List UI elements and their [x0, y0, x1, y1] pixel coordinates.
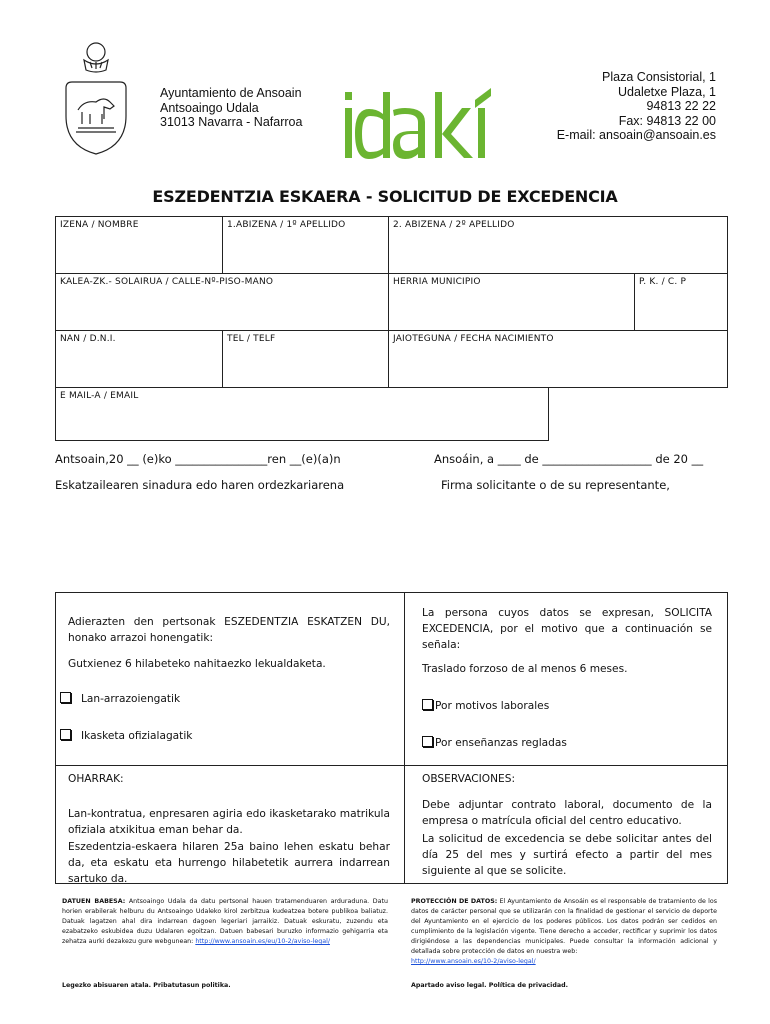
surname1-label: 1.ABIZENA / 1º APELLIDO: [227, 220, 346, 230]
privacy-eu-link[interactable]: http://www.ansoain.es/eu/10-2/aviso-legal/: [195, 938, 330, 945]
reasons-intro-es: La persona cuyos datos se expresan, SOLICITA EXCEDENCIA, por el motivo que a continuación se señala:: [422, 607, 712, 651]
email-label: E MAIL-A / EMAIL: [60, 391, 139, 401]
contact-line: 94813 22 22: [646, 99, 716, 113]
notes-es-p1: Debe adjuntar contrato laboral, documento de la empresa o matrícula oficial del centro educativo.: [422, 799, 712, 827]
checkbox-icon[interactable]: [422, 736, 433, 747]
option-work-eu-label: Lan-arrazoiengatik: [81, 693, 181, 705]
municipality-field[interactable]: [388, 273, 635, 331]
privacy-eu-label: DATUEN BABESA:: [62, 898, 126, 905]
column-divider: [404, 592, 405, 884]
reason-es: Traslado forzoso de al menos 6 meses.: [422, 663, 628, 675]
phone-field[interactable]: [222, 330, 389, 388]
coat-of-arms-icon: [56, 40, 136, 158]
option-work-es[interactable]: [422, 698, 549, 714]
address-field[interactable]: [55, 273, 389, 331]
privacy-es-link[interactable]: http://www.ansoain.es/10-2/aviso-legal/: [411, 958, 536, 965]
surname1-field[interactable]: [222, 216, 389, 274]
form-title: ESZEDENTZIA ESKAERA - SOLICITUD DE EXCEDENCIA: [152, 187, 618, 206]
signature-label-es: Firma solicitante o de su representante,: [441, 478, 670, 492]
date-line-es: Ansoáin, a ____ de ___________________ de 20 __: [434, 452, 704, 466]
privacy-es-footer: Apartado aviso legal. Política de privacidad.: [411, 982, 568, 989]
checkbox-icon[interactable]: [60, 692, 71, 703]
option-study-es[interactable]: [422, 735, 567, 751]
address-label: KALEA-ZK.- SOLAIRUA / CALLE-Nº-PISO-MANO: [60, 277, 274, 287]
contact-line: Fax: 94813 22 00: [618, 113, 716, 128]
option-work-eu[interactable]: [60, 691, 180, 707]
birthdate-label: JAIOTEGUNA / FECHA NACIMIENTO: [393, 334, 554, 344]
dni-label: NAN / D.N.I.: [60, 334, 116, 344]
contact-line: Plaza Consistorial, 1: [602, 70, 716, 84]
notes-label-es: OBSERVACIONES:: [422, 773, 516, 785]
date-line-eu: Antsoain,20 __ (e)ko ________________ren __(e)(a)n: [55, 452, 341, 466]
org-line: Ayuntamiento de Ansoain: [160, 86, 302, 100]
name-field[interactable]: [55, 216, 223, 274]
notes-label-eu: OHARRAK:: [68, 773, 124, 785]
idaki-logo: [343, 84, 505, 162]
privacy-es-text: El Ayuntamiento de Ansoáin es el responsable de tratamiento de los datos de carácter personal que se utilizarán con la finalidad de gestionar el servicio de deporte del Ayuntamiento en el ejercicio de los poderes públicos. Los datos podrán ser cedidos en cumplimiento de la legislación vigente. Tiene derecho a acceder, rectificar y suprimir los datos dirigiéndose a las dependencias municipales. Puede consultar la información adicional y detallada sobre protección de datos en nuestra web:: [411, 898, 717, 955]
dni-field[interactable]: [55, 330, 223, 388]
phone-label: TEL / TELF: [227, 334, 276, 344]
checkbox-icon[interactable]: [60, 729, 71, 740]
notes-eu-p2: Eszedentzia-eskaera hilaren 25a baino lehen eskatu behar da, eta eskatu eta hurrengo hilabetetik aurrera indarrean sartuko da.: [68, 841, 390, 885]
notes-divider: [55, 765, 728, 766]
email-field[interactable]: [55, 387, 549, 441]
contact-line: Udaletxe Plaza, 1: [618, 84, 716, 99]
surname2-field[interactable]: [388, 216, 728, 274]
privacy-eu-text: Antsoaingo Udala da datu pertsonal hauen tratamenduaren arduraduna. Datu horien erabilerak helburu du Antsoaingo Udaleko kirol zerbitzua kudeatzea botere publikoa baliatuz. Datuak lagatzen ahal dira indarrean dagoen legeriari jarraikiz. Datuak eskuratu, zuzendu eta ezabatzeko eskubidea duzu Udalaren egoitzan. Datuen babesari buruzko informazio gehigarria eta zehatza aurki dezakezu gure webgunean:: [62, 898, 388, 945]
checkbox-icon[interactable]: [422, 699, 433, 710]
notes-es-p2: La solicitud de excedencia se debe solicitar antes del día 25 del mes y surtirá efecto a partir del mes siguiente al que se solicite.: [422, 833, 712, 877]
signature-label-eu: Eskatzailearen sinadura edo haren ordezkariarena: [55, 478, 345, 492]
reasons-intro-eu: Adierazten den pertsonak ESZEDENTZIA ESKATZEN DU, honako arrazoi honengatik:: [68, 616, 390, 644]
name-label: IZENA / NOMBRE: [60, 220, 139, 230]
surname2-label: 2. ABIZENA / 2º APELLIDO: [393, 220, 515, 230]
privacy-eu: [62, 897, 388, 947]
reason-eu: Gutxienez 6 hilabeteko nahitaezko lekualdaketa.: [68, 658, 326, 670]
privacy-eu-footer: Legezko abisuaren atala. Pribatutasun politika.: [62, 982, 231, 989]
organization-address: [160, 86, 302, 130]
org-line: 31013 Navarra - Nafarroa: [160, 115, 303, 129]
privacy-es: [411, 897, 717, 967]
postal-code-field[interactable]: [634, 273, 728, 331]
option-study-eu-label: Ikasketa ofizialagatik: [81, 730, 193, 742]
postal-code-label: P. K. / C. P: [639, 277, 687, 287]
privacy-es-label: PROTECCIÓN DE DATOS:: [411, 898, 498, 905]
notes-eu-p1: Lan-kontratua, enpresaren agiria edo ikasketarako matrikula ofiziala atxikitua eman behar da.: [68, 808, 390, 836]
contact-line: E-mail: ansoain@ansoain.es: [556, 128, 716, 142]
birthdate-field[interactable]: [388, 330, 728, 388]
option-work-es-label: Por motivos laborales: [435, 700, 550, 712]
contact-info: [557, 70, 716, 143]
municipality-label: HERRIA MUNICIPIO: [393, 277, 481, 287]
org-line: Antsoaingo Udala: [160, 100, 259, 115]
option-study-eu[interactable]: [60, 728, 192, 744]
option-study-es-label: Por enseñanzas regladas: [435, 737, 567, 749]
